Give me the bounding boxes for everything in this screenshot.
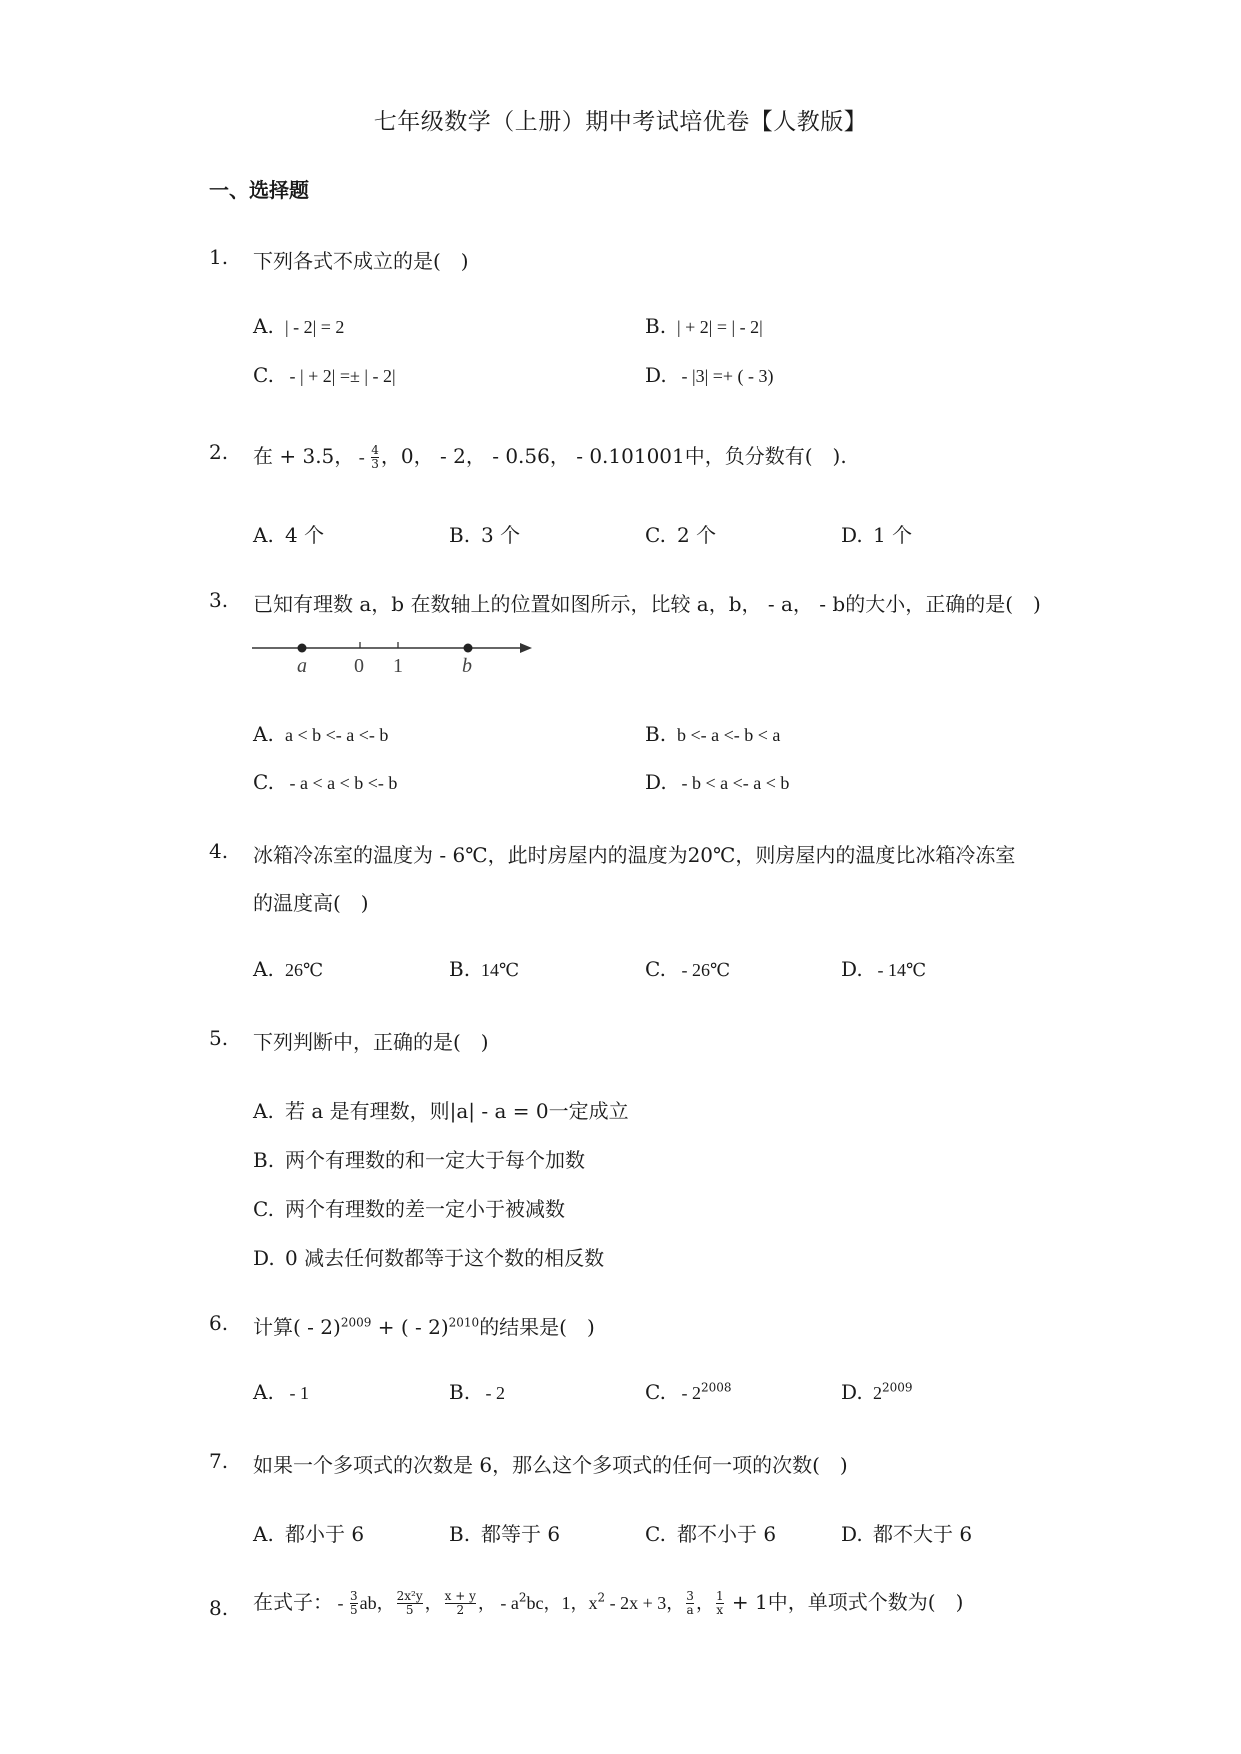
q1-option-b[interactable]: B. | + 2| = | - 2| — [645, 314, 763, 338]
question-stem-line1: 冰箱冷冻室的温度为 - 6℃，此时房屋内的温度为20℃，则房屋内的温度比冰箱冷冻室 — [253, 843, 1016, 867]
question-stem: 在式子： - $\frac{3}{5}$ ab， $\frac{\text{2x²y}}{5}$ ， $\frac{x + y}{2}$ ， - $a^2bc$，1，$x^2 - 2x + 3$， $\frac{3}{a}$ ， $\frac{1}{x}$ + 1中，单项式个数为( ) — [253, 1589, 964, 1617]
question-number: 5. — [209, 1026, 229, 1050]
label-0: 0 — [354, 655, 364, 677]
q2-option-b[interactable]: B. 3 个 — [449, 523, 521, 547]
question-stem: 已知有理数 a，b 在数轴上的位置如图所示，比较 a，b， - a， - b的大小，正确的是( ) — [253, 592, 1041, 616]
label-1: 1 — [393, 655, 403, 677]
question-number: 3. — [209, 588, 229, 612]
q6-option-b[interactable]: B. - 2 — [449, 1380, 505, 1404]
question-number: 7. — [209, 1449, 229, 1473]
section-heading: 一、选择题 — [209, 178, 309, 202]
q4-option-a[interactable]: A. 26℃ — [253, 957, 324, 981]
q1-option-c[interactable]: C. - | + 2| =± | - 2| — [253, 363, 396, 387]
question-number: 1. — [209, 245, 229, 269]
question-stem: 如果一个多项式的次数是 6，那么这个多项式的任何一项的次数( ) — [253, 1453, 848, 1477]
q7-option-a[interactable]: A. 都小于 6 — [253, 1522, 365, 1546]
q2-option-d[interactable]: D. 1 个 — [841, 523, 913, 547]
question-number: 8. — [209, 1596, 229, 1620]
q3-option-a[interactable]: A. a < b <- a <- b — [253, 722, 389, 746]
q7-option-d[interactable]: D. 都不大于 6 — [841, 1522, 973, 1546]
question-number: 4. — [209, 839, 229, 863]
label-b: b — [462, 655, 472, 677]
point-b — [464, 644, 473, 653]
question-number: 2. — [209, 440, 229, 464]
number-line-figure — [250, 630, 535, 680]
q6-option-a[interactable]: A. - 1 — [253, 1380, 309, 1404]
q6-option-d[interactable]: D. $2^{2009}$ — [841, 1380, 913, 1404]
question-stem: 下列判断中，正确的是( ) — [253, 1030, 489, 1054]
question-stem: 下列各式不成立的是( ) — [253, 249, 469, 273]
q6-option-c[interactable]: C. - $2^{2008}$ — [645, 1380, 732, 1404]
q5-option-b[interactable]: B. 两个有理数的和一定大于每个加数 — [253, 1148, 585, 1172]
q5-option-d[interactable]: D. 0 减去任何数都等于这个数的相反数 — [253, 1246, 605, 1270]
q1-option-d[interactable]: D. - |3| =+ ( - 3) — [645, 363, 774, 387]
q5-option-a[interactable]: A. 若 a 是有理数，则|a| - a = 0一定成立 — [253, 1099, 629, 1123]
q7-option-c[interactable]: C. 都不小于 6 — [645, 1522, 777, 1546]
q5-option-c[interactable]: C. 两个有理数的差一定小于被减数 — [253, 1197, 565, 1221]
question-stem: 在 + 3.5， - $\frac{4}{3}$ ，0， - 2， - 0.56， - 0.101001中，负分数有( ). — [253, 443, 847, 471]
q3-option-c[interactable]: C. - a < a < b <- b — [253, 770, 398, 794]
point-a — [298, 644, 307, 653]
q3-option-d[interactable]: D. - b < a <- a < b — [645, 770, 790, 794]
q2-option-c[interactable]: C. 2 个 — [645, 523, 717, 547]
label-a: a — [297, 655, 307, 677]
q3-option-b[interactable]: B. b <- a <- b < a — [645, 722, 781, 746]
question-number: 6. — [209, 1311, 229, 1335]
q2-option-a[interactable]: A. 4 个 — [253, 523, 325, 547]
q4-option-c[interactable]: C. - 26℃ — [645, 957, 731, 981]
q1-option-a[interactable]: A. | - 2| = 2 — [253, 314, 345, 338]
q4-option-d[interactable]: D. - 14℃ — [841, 957, 927, 981]
q4-option-b[interactable]: B. 14℃ — [449, 957, 520, 981]
q7-option-b[interactable]: B. 都等于 6 — [449, 1522, 561, 1546]
page-title: 七年级数学（上册）期中考试培优卷【人教版】 — [373, 109, 868, 135]
question-stem: 计算( - 2)$^{2009}$ + ( - 2)$^{2010}$的结果是( ) — [253, 1315, 595, 1339]
question-stem-line2: 的温度高( ) — [253, 891, 369, 915]
